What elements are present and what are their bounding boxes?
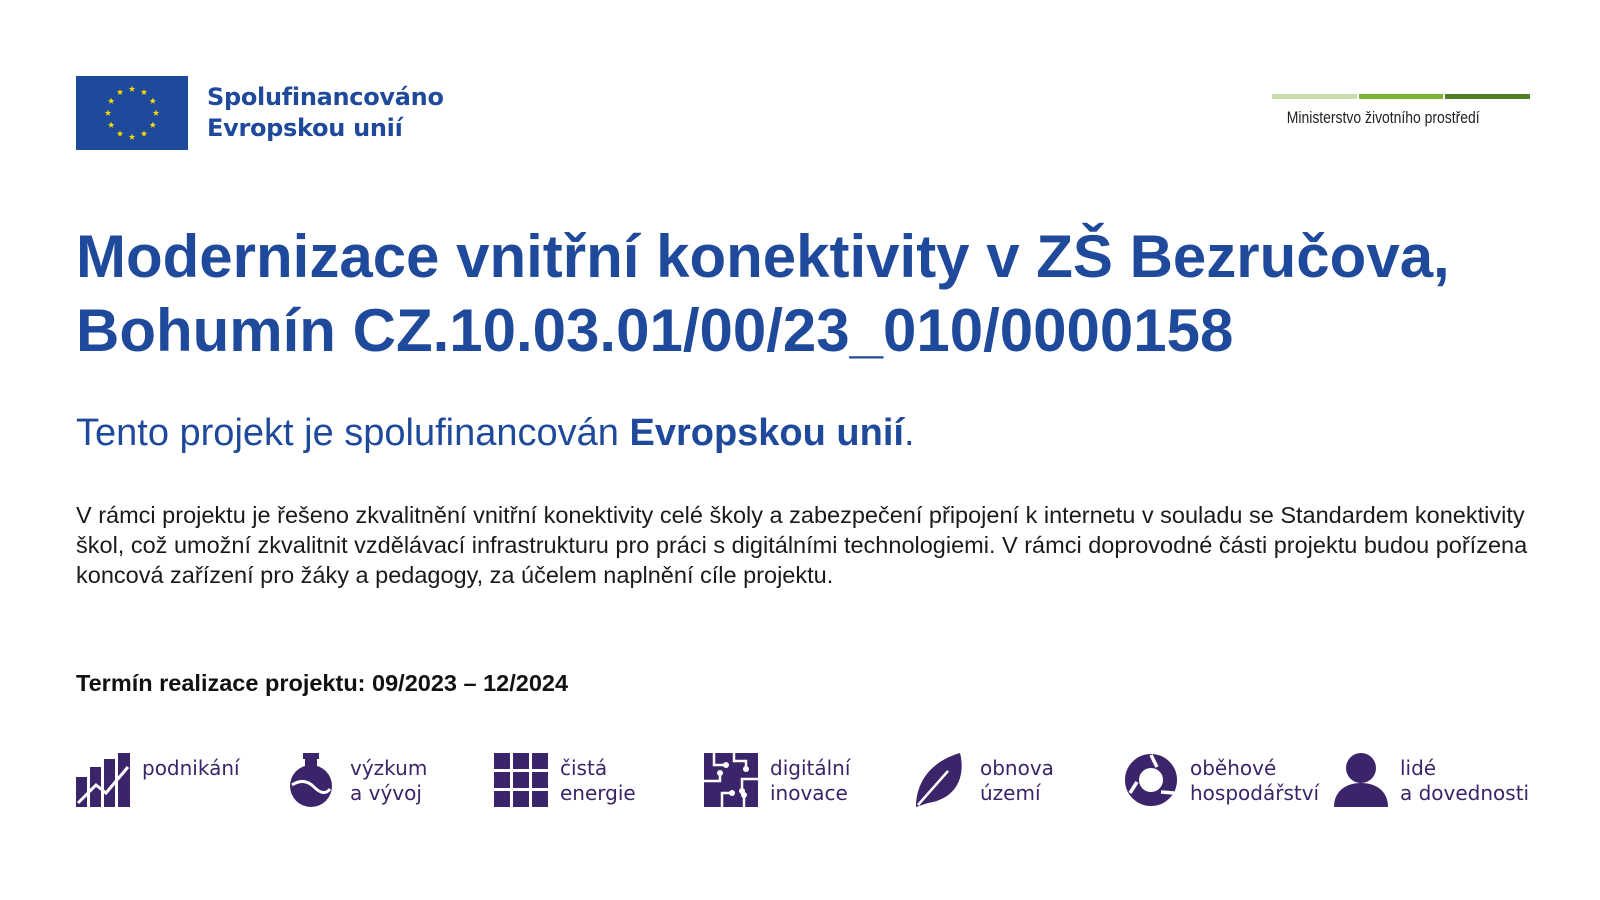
theme-item-research [284, 753, 427, 807]
theme-label-line2: a vývoj [350, 781, 422, 805]
theme-label-line1: lidé [1400, 756, 1437, 780]
eu-cofinanced-logo [76, 76, 444, 150]
subtitle-prefix: Tento projekt je spolufinancován [76, 412, 630, 454]
project-title [76, 220, 1556, 368]
ministry-bar-mid [1359, 94, 1444, 99]
ministry-name: Ministerstvo životního prostředí [1286, 108, 1480, 127]
theme-label-line1: obnova [980, 756, 1054, 780]
theme-label [980, 756, 1054, 806]
ministry-logo [1272, 94, 1530, 128]
theme-label-line2: hospodářství [1190, 781, 1320, 805]
theme-label [560, 756, 636, 806]
eu-logo-line2: Evropskou unií [207, 114, 403, 142]
theme-label-line1: digitální [770, 756, 851, 780]
project-term: Termín realizace projektu: 09/2023 – 12/2024 [76, 670, 569, 696]
theme-label [350, 756, 427, 806]
ministry-bar-dark [1445, 94, 1530, 99]
eu-flag-icon [76, 76, 188, 150]
theme-icons-row [76, 753, 1556, 813]
recycle-icon [1124, 753, 1178, 807]
flask-icon [284, 753, 338, 807]
ministry-logo-bars [1272, 94, 1530, 99]
theme-item-regeneration [914, 753, 1054, 807]
theme-label [1190, 756, 1319, 806]
project-title-line1: Modernizace vnitřní konektivity v ZŠ Bezručova, [76, 223, 1450, 290]
theme-label-line1: oběhové [1190, 756, 1277, 780]
cofinancing-statement [76, 412, 915, 455]
circuit-icon [704, 753, 758, 807]
ministry-bar-light [1272, 94, 1357, 99]
project-description: V rámci projektu je řešeno zkvalitnění vnitřní konektivity celé školy a zabezpečení připojení k internetu v souladu se Standardem konektivity škol, což umožní zkvalitnit vzdělávací infrastrukturu pro práci s digitálními technologiemi. V rámci doprovodné části projektu budou pořízena koncová zařízení pro žáky a pedagogy, za účelem naplnění cíle projektu. [76, 502, 1528, 588]
subtitle-suffix: . [903, 412, 915, 454]
project-title-line2: Bohumín CZ.10.03.01/00/23_010/0000158 [76, 297, 1234, 364]
solar-panel-icon [494, 753, 548, 807]
theme-label [770, 756, 850, 806]
theme-label-line1: čistá [560, 756, 608, 780]
theme-label-line2: energie [560, 781, 636, 805]
theme-item-circular-economy [1124, 753, 1319, 807]
theme-item-business [76, 753, 240, 807]
eu-logo-text [207, 82, 444, 144]
business-chart-icon [76, 753, 130, 807]
theme-item-people-skills [1334, 753, 1529, 807]
theme-label-line2: území [980, 781, 1041, 805]
eu-logo-line1: Spolufinancováno [207, 83, 444, 111]
subtitle-eu: Evropskou unií [629, 412, 904, 454]
theme-label [142, 756, 240, 781]
theme-label-line1: podnikání [142, 756, 240, 780]
theme-item-digital [704, 753, 850, 807]
theme-label-line2: a dovednosti [1400, 781, 1530, 805]
leaf-icon [914, 753, 968, 807]
theme-item-clean-energy [494, 753, 636, 807]
theme-label-line2: inovace [770, 781, 848, 805]
theme-label [1400, 756, 1529, 806]
theme-label-line1: výzkum [350, 756, 428, 780]
person-icon [1334, 753, 1388, 807]
